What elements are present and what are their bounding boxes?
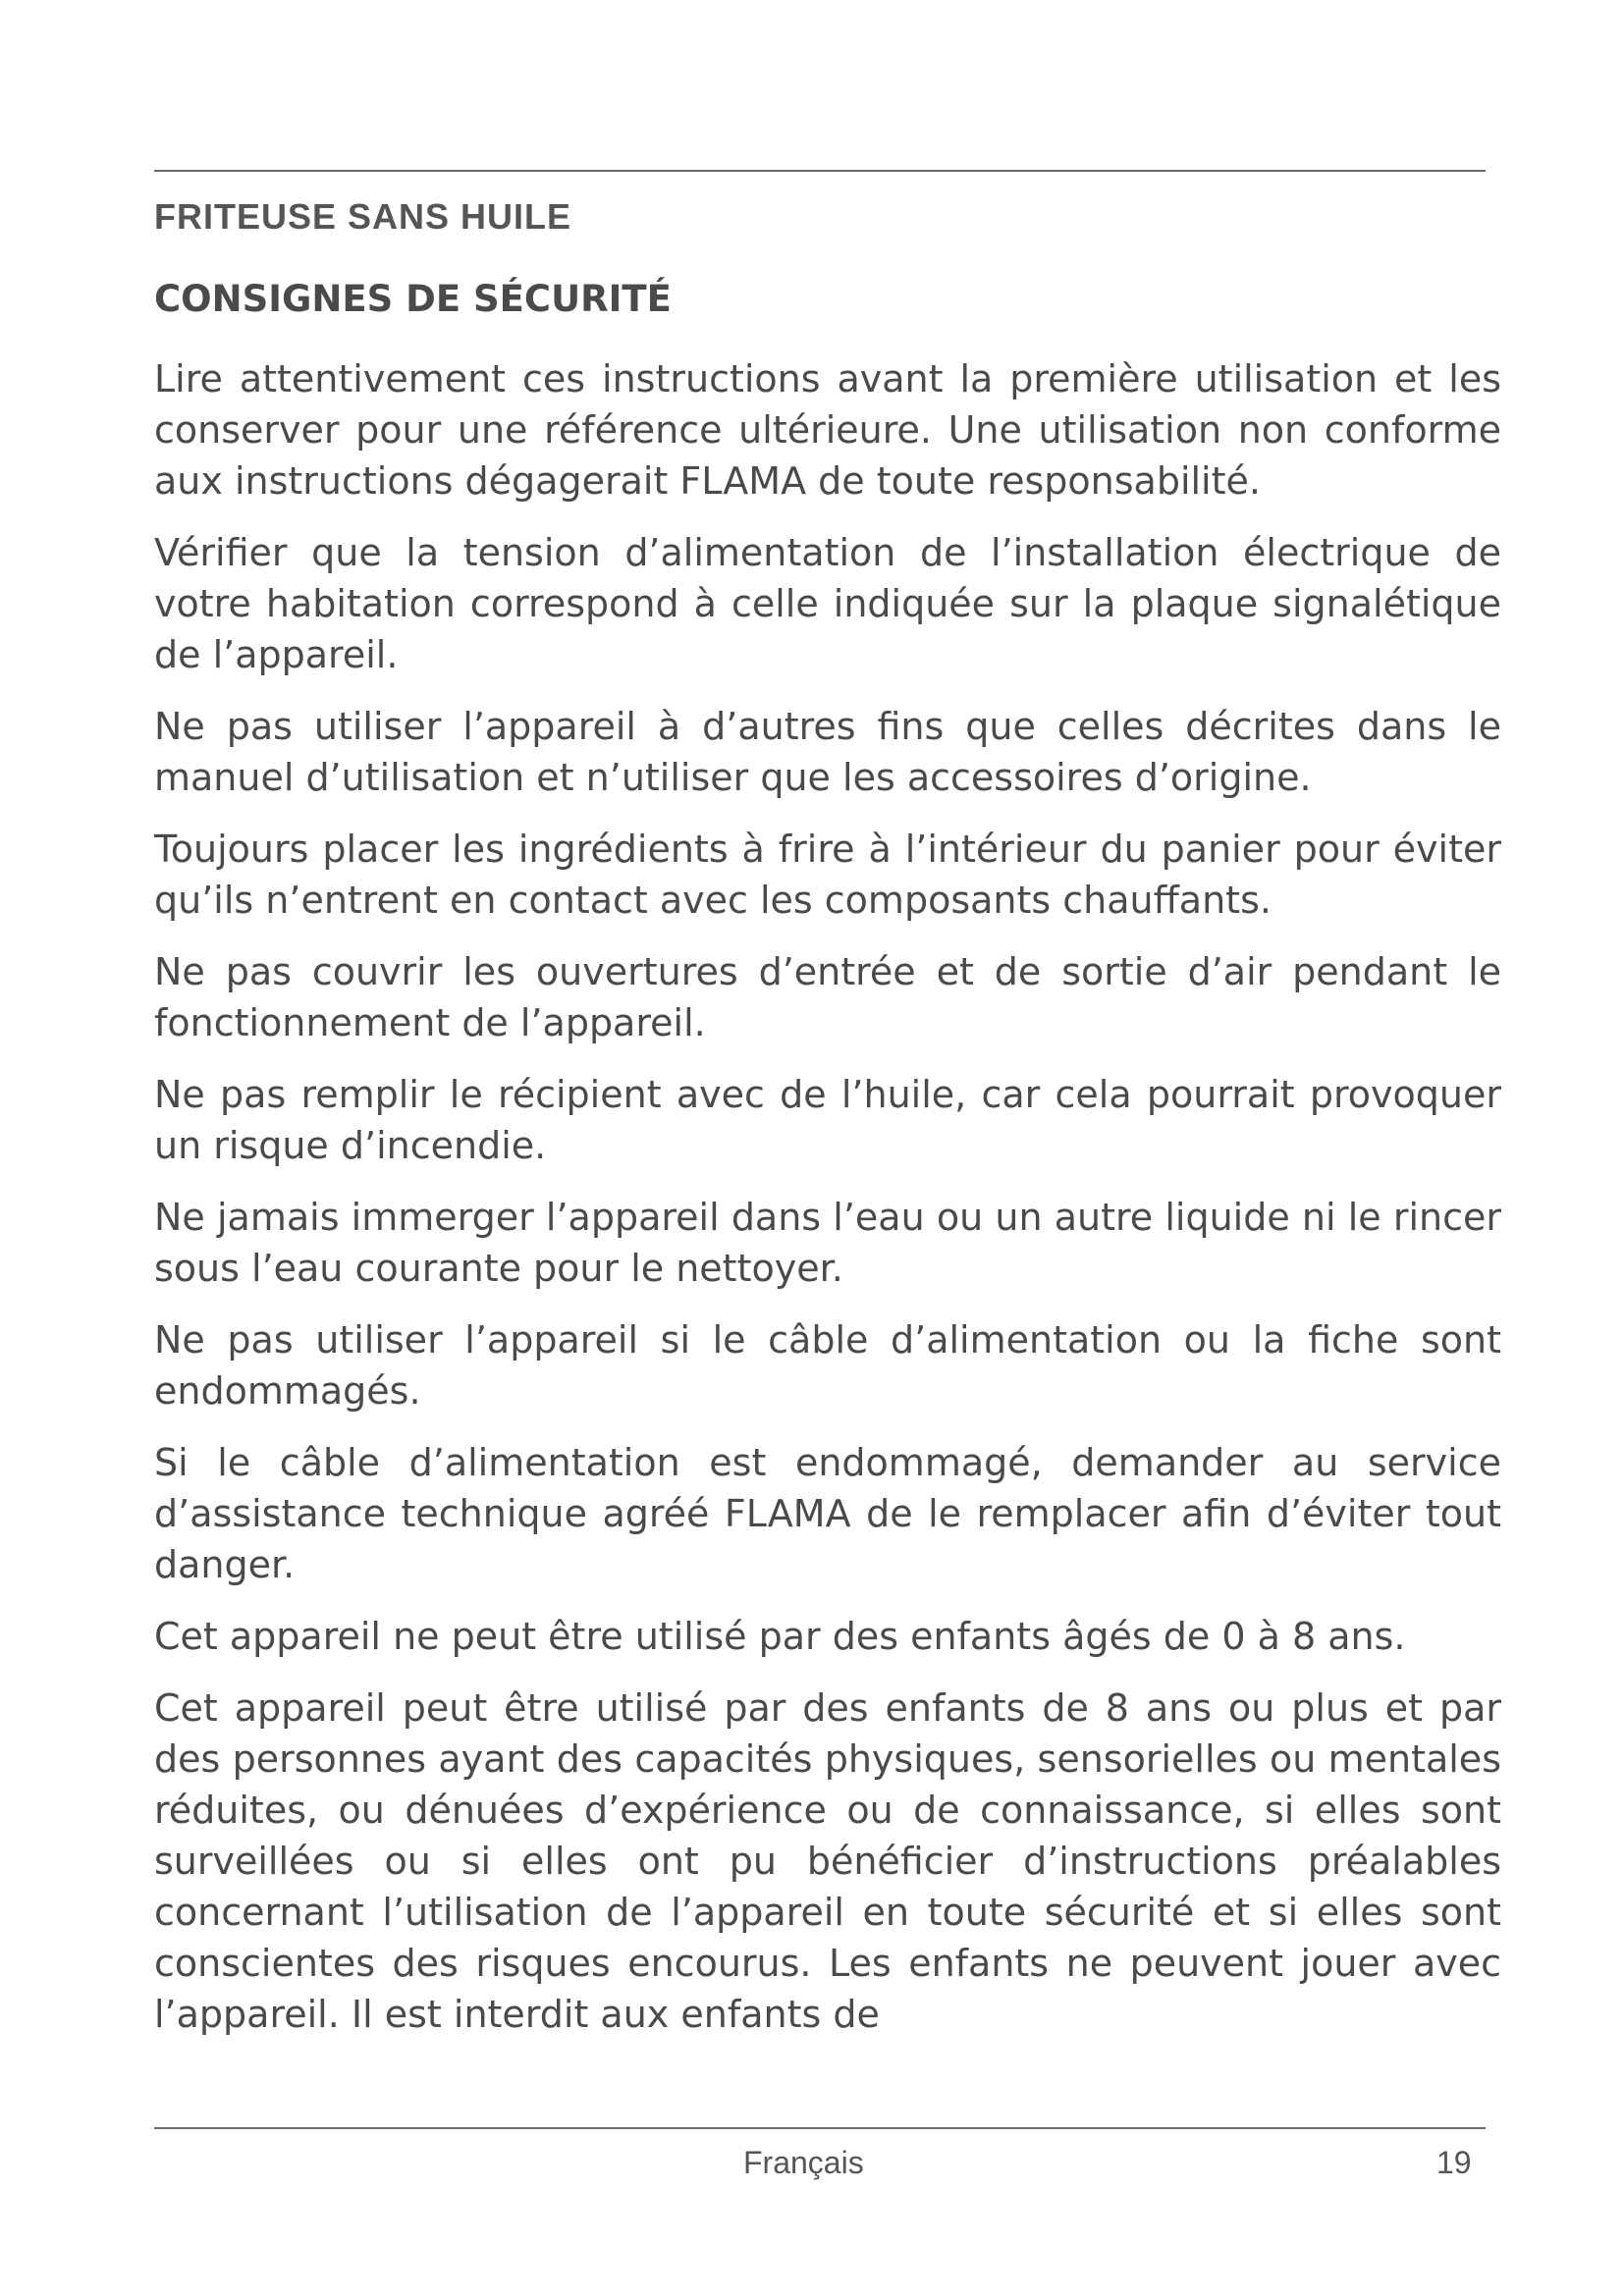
paragraph: Si le câble d’alimentation est endommagé, demander au service d’assistance technique agréé FLAMA de le remplacer afin d’éviter tout danger. (154, 1441, 1501, 1586)
paragraph: Ne pas utiliser l’appareil à d’autres fins que celles décrites dans le manuel d’utilisation et n’utiliser que les accessoires d’origine. (154, 705, 1501, 799)
paragraph: Ne pas couvrir les ouvertures d’entrée et de sortie d’air pendant le fonctionnement de l’appareil. (154, 950, 1501, 1044)
paragraph: Ne pas remplir le récipient avec de l’huile, car cela pourrait provoquer un risque d’incendie. (154, 1073, 1501, 1167)
section-title: CONSIGNES DE SÉCURITÉ (154, 278, 672, 320)
paragraph: Ne jamais immerger l’appareil dans l’eau ou un autre liquide ni le rincer sous l’eau courante pour le nettoyer. (154, 1196, 1501, 1290)
paragraph: Toujours placer les ingrédients à frire à l’intérieur du panier pour éviter qu’ils n’entrent en contact avec les composants chauffants. (154, 828, 1501, 922)
paragraph: Vérifier que la tension d’alimentation de l’installation électrique de votre habitation correspond à celle indiquée sur la plaque signalétique de l’appareil. (154, 531, 1501, 676)
paragraph: Lire attentivement ces instructions avant la première utilisation et les conserver pour une référence ultérieure. Une utilisation non conforme aux instructions dégagerait FLAMA de toute responsabilité. (154, 357, 1501, 503)
paragraph: Cet appareil peut être utilisé par des enfants de 8 ans ou plus et par des personnes ayant des capacités physiques, sensorielles ou mentales réduites, ou dénuées d’expérience ou de connaissance, si elles sont surveillées ou si elles ont pu bénéficier d’instructions préalables concernant l’utilisation de l’appareil en toute sécurité et si elles sont conscientes des risques encourus. Les enfants ne peuvent jouer avec l’appareil. Il est interdit aux enfants de (154, 1686, 1501, 2036)
header-rule (154, 170, 1486, 172)
page-number: 19 (1436, 2145, 1472, 2180)
product-name: FRITEUSE SANS HUILE (154, 196, 572, 237)
paragraph: Ne pas utiliser l’appareil si le câble d’alimentation ou la fiche sont endommagés. (154, 1318, 1501, 1413)
footer-language: Français (743, 2145, 864, 2180)
safety-instructions (154, 353, 1501, 2060)
paragraph: Cet appareil ne peut être utilisé par des enfants âgés de 0 à 8 ans. (154, 1615, 1406, 1658)
footer-rule (154, 2127, 1486, 2129)
